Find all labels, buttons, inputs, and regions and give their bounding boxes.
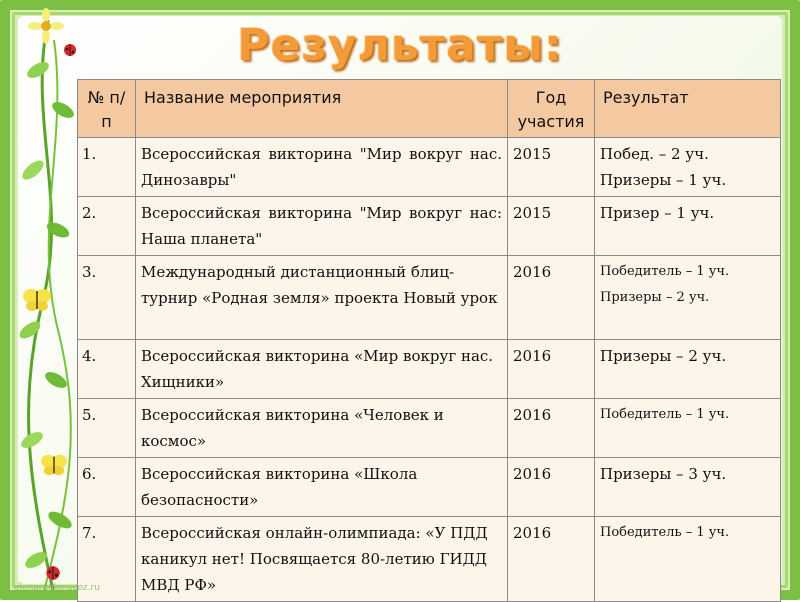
- header-result: Результат: [595, 80, 781, 138]
- header-event-name: Название мероприятия: [136, 80, 508, 138]
- slide-title: Результаты:: [237, 20, 563, 71]
- header-year: Год участия: [508, 80, 595, 138]
- event-year: 2015: [508, 197, 595, 256]
- event-name: Всероссийская викторина "Мир вокруг нас: Наша планета": [136, 197, 508, 256]
- row-number: 1.: [78, 138, 136, 197]
- result-line: Призеры – 3 уч.: [600, 465, 727, 483]
- watermark: elenaranko.ucoz.ru: [14, 583, 100, 593]
- row-number: 6.: [78, 458, 136, 517]
- event-year: 2016: [508, 256, 595, 340]
- row-number: 2.: [78, 197, 136, 256]
- event-result: [595, 138, 781, 197]
- event-result: [595, 517, 781, 602]
- result-line: Призер – 1 уч.: [600, 204, 715, 222]
- event-result: [595, 340, 781, 399]
- row-number: 5.: [78, 399, 136, 458]
- result-line: Призеры – 1 уч.: [600, 171, 727, 189]
- event-result: [595, 197, 781, 256]
- event-name: Всероссийская онлайн-олимпиада: «У ПДД каникул нет! Посвящается 80-летию ГИДД МВД РФ»: [136, 517, 508, 602]
- event-name: Всероссийская викторина "Мир вокруг нас. Динозавры": [136, 138, 508, 197]
- event-result: [595, 399, 781, 458]
- result-line: Побед. – 2 уч.: [600, 145, 709, 163]
- row-number: 4.: [78, 340, 136, 399]
- header-number: № п/п: [78, 80, 136, 138]
- event-name: Всероссийская викторина «Человек и космос»: [136, 399, 508, 458]
- result-line: Призеры – 2 уч.: [600, 347, 727, 365]
- result-line: Победитель – 1 уч.: [600, 407, 730, 422]
- result-line: Победитель – 1 уч.: [600, 525, 730, 540]
- row-number: 7.: [78, 517, 136, 602]
- event-result: [595, 458, 781, 517]
- table-row: [78, 340, 781, 399]
- event-year: 2016: [508, 458, 595, 517]
- table-row: [78, 256, 781, 340]
- table-row: [78, 517, 781, 602]
- table-row: [78, 399, 781, 458]
- table-row: [78, 197, 781, 256]
- event-year: 2016: [508, 340, 595, 399]
- table-row: [78, 458, 781, 517]
- event-result: [595, 256, 781, 340]
- result-line: Победитель – 1 уч.: [600, 264, 730, 279]
- event-year: 2016: [508, 399, 595, 458]
- event-name: Всероссийская викторина «Школа безопасности»: [136, 458, 508, 517]
- results-table: [77, 79, 781, 602]
- event-name: Международный дистанционный блиц-турнир «Родная земля» проекта Новый урок: [136, 256, 508, 340]
- result-line: Призеры – 2 уч.: [600, 290, 710, 305]
- table-row: [78, 138, 781, 197]
- table-header-row: [78, 80, 781, 138]
- event-name: Всероссийская викторина «Мир вокруг нас. Хищники»: [136, 340, 508, 399]
- row-number: 3.: [78, 256, 136, 340]
- event-year: 2015: [508, 138, 595, 197]
- event-year: 2016: [508, 517, 595, 602]
